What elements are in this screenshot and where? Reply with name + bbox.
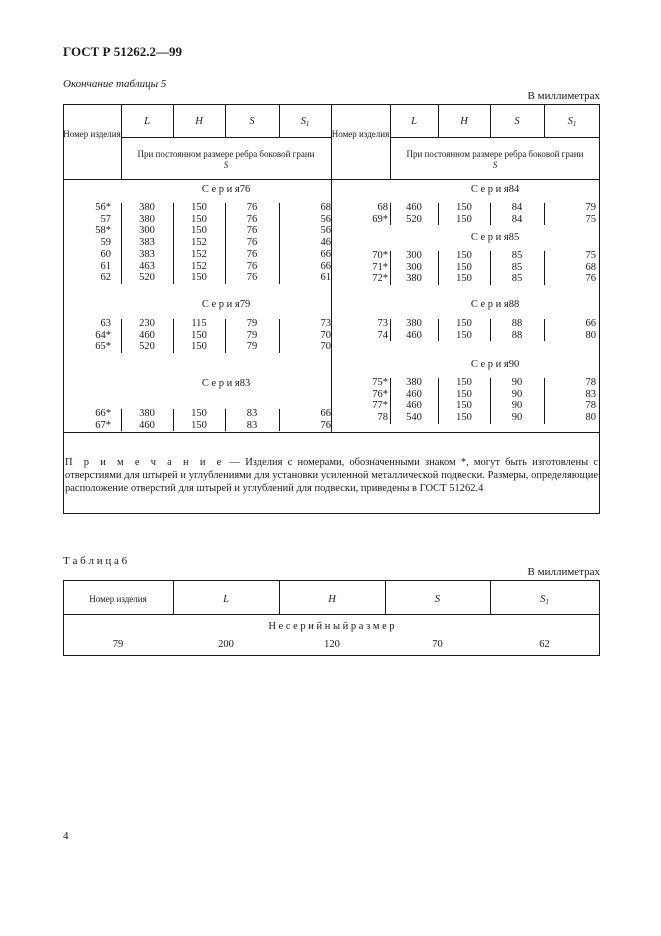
value-cell: 150 xyxy=(191,341,207,353)
value-cell: 76 xyxy=(246,202,258,213)
item-number-header-left: Номер изделия xyxy=(63,129,121,139)
S1-header-left: $S_1$ xyxy=(300,116,310,128)
value-cell: 76 xyxy=(246,272,258,284)
series-heading: С е р и я85 xyxy=(470,232,520,243)
value-cell: 88 xyxy=(511,329,523,341)
value-cell: 150 xyxy=(456,213,472,225)
S1-header-right: $S_1$ xyxy=(567,116,577,128)
series-heading: С е р и я88 xyxy=(470,299,520,310)
value-cell: 76 xyxy=(246,237,258,249)
item-number-cell: 76* xyxy=(372,388,388,400)
value-cell: 76 xyxy=(246,260,258,272)
value-cell: 66 xyxy=(320,260,331,272)
value-cell: 80 xyxy=(585,412,596,424)
S-header-left: S xyxy=(249,116,255,127)
value-cell: 90 xyxy=(511,377,523,388)
value-cell: 70 xyxy=(320,341,331,353)
value-cell: 84 xyxy=(511,202,523,213)
value-cell: 68 xyxy=(585,261,596,273)
value-cell: 380 xyxy=(139,213,155,225)
value-cell: 80 xyxy=(585,329,596,341)
value-cell: 520 xyxy=(139,272,155,284)
value-cell: 150 xyxy=(191,213,207,225)
value-cell: 540 xyxy=(406,412,422,424)
t6-S: 70 xyxy=(432,639,443,650)
value-cell: 150 xyxy=(456,273,472,285)
value-cell: 83 xyxy=(246,419,258,431)
L-header-left: L xyxy=(144,116,150,127)
value-cell: 380 xyxy=(406,377,422,388)
value-cell: 78 xyxy=(585,400,596,412)
value-cell: 66 xyxy=(320,248,331,260)
value-cell: 150 xyxy=(456,388,472,400)
value-cell: 83 xyxy=(246,408,258,419)
value-cell: 85 xyxy=(511,250,523,261)
value-cell: 79 xyxy=(246,341,258,353)
item-number-cell: 59 xyxy=(100,237,111,249)
value-cell: 460 xyxy=(406,329,422,341)
value-cell: 380 xyxy=(406,318,422,329)
span-header-right: При постоянном размере ребра боковой грани S xyxy=(406,149,584,170)
standard-code: ГОСТ Р 51262.2—99 xyxy=(63,44,182,59)
value-cell: 380 xyxy=(139,408,155,419)
item-number-cell: 69* xyxy=(372,213,388,225)
page-number: 4 xyxy=(63,830,69,842)
value-cell: 76 xyxy=(246,225,258,237)
item-number-cell: 73 xyxy=(377,318,388,329)
item-number-cell: 75* xyxy=(372,377,388,388)
t6-item-number-header: Номер изделия xyxy=(89,594,147,604)
value-cell: 300 xyxy=(406,250,422,261)
value-cell: 300 xyxy=(139,225,155,237)
value-cell: 56 xyxy=(320,213,331,225)
value-cell: 88 xyxy=(511,318,523,329)
series-heading: С е р и я83 xyxy=(201,378,251,389)
value-cell: 66 xyxy=(585,318,596,329)
series-heading: С е р и я76 xyxy=(201,184,251,195)
item-number-cell: 58* xyxy=(95,225,111,237)
value-cell: 61 xyxy=(320,272,331,284)
t6-S1-header: $S_1$ xyxy=(540,594,549,606)
value-cell: 150 xyxy=(456,261,472,273)
t6-L: 200 xyxy=(218,639,234,650)
value-cell: 150 xyxy=(191,329,207,341)
value-cell: 66 xyxy=(320,408,331,419)
value-cell: 73 xyxy=(320,318,331,329)
value-cell: 85 xyxy=(511,261,523,273)
value-cell: 150 xyxy=(456,400,472,412)
t6-section-heading: Н е с е р и й н ы й р а з м е р xyxy=(268,621,395,632)
value-cell: 70 xyxy=(320,329,331,341)
value-cell: 150 xyxy=(456,377,472,388)
L-header-right: L xyxy=(411,116,417,127)
value-cell: 380 xyxy=(139,202,155,213)
value-cell: 83 xyxy=(585,388,596,400)
item-number-cell: 67* xyxy=(95,419,111,431)
series-heading: С е р и я84 xyxy=(470,184,520,195)
value-cell: 460 xyxy=(139,419,155,431)
t6-H: 120 xyxy=(324,639,340,650)
S-header-right: S xyxy=(514,116,520,127)
item-number-cell: 60 xyxy=(100,248,111,260)
value-cell: 150 xyxy=(191,408,207,419)
value-cell: 79 xyxy=(585,202,596,213)
value-cell: 78 xyxy=(585,377,596,388)
table-6-title: Т а б л и ц а 6 xyxy=(63,555,128,567)
value-cell: 463 xyxy=(139,260,155,272)
value-cell: 460 xyxy=(406,400,422,412)
item-number-cell: 74 xyxy=(377,329,388,341)
value-cell: 150 xyxy=(191,419,207,431)
item-number-cell: 61 xyxy=(100,260,111,272)
span-header-left: При постоянном размере ребра боковой грани S xyxy=(137,149,315,170)
value-cell: 68 xyxy=(320,202,331,213)
t6-S-header: S xyxy=(434,594,441,605)
value-cell: 150 xyxy=(456,412,472,424)
value-cell: 380 xyxy=(406,273,422,285)
value-cell: 84 xyxy=(511,213,523,225)
t6-L-header: L xyxy=(223,594,229,605)
item-number-cell: 63 xyxy=(100,318,111,329)
value-cell: 150 xyxy=(456,318,472,329)
value-cell: 150 xyxy=(191,225,207,237)
value-cell: 230 xyxy=(139,318,155,329)
item-number-cell: 71* xyxy=(372,261,388,273)
value-cell: 520 xyxy=(406,213,422,225)
item-number-cell: 78 xyxy=(377,412,388,424)
value-cell: 520 xyxy=(139,341,155,353)
series-heading: С е р и я90 xyxy=(470,359,520,370)
value-cell: 150 xyxy=(456,202,472,213)
value-cell: 56 xyxy=(320,225,331,237)
value-cell: 150 xyxy=(456,250,472,261)
value-cell: 460 xyxy=(406,388,422,400)
item-number-cell: 66* xyxy=(95,408,111,419)
value-cell: 152 xyxy=(191,248,207,260)
value-cell: 79 xyxy=(246,329,258,341)
series-heading: С е р и я79 xyxy=(201,299,251,310)
value-cell: 152 xyxy=(191,260,207,272)
value-cell: 300 xyxy=(406,261,422,273)
H-header-right: H xyxy=(460,116,468,127)
value-cell: 76 xyxy=(585,273,596,285)
value-cell: 90 xyxy=(511,388,523,400)
value-cell: 383 xyxy=(139,248,155,260)
H-header-left: H xyxy=(195,116,203,127)
item-number-cell: 65* xyxy=(95,341,111,353)
value-cell: 150 xyxy=(456,329,472,341)
t6-item-number: 79 xyxy=(112,639,124,650)
item-number-cell: 68 xyxy=(377,202,388,213)
value-cell: 90 xyxy=(511,400,523,412)
item-number-cell: 57 xyxy=(100,213,111,225)
item-number-cell: 72* xyxy=(372,273,388,285)
item-number-cell: 77* xyxy=(372,400,388,412)
value-cell: 115 xyxy=(191,318,207,329)
value-cell: 460 xyxy=(139,329,155,341)
t6-H-header: H xyxy=(328,594,336,605)
value-cell: 150 xyxy=(191,272,207,284)
value-cell: 85 xyxy=(511,273,523,285)
item-number-cell: 70* xyxy=(372,250,388,261)
table-6-unit: В миллиметрах xyxy=(527,566,600,578)
value-cell: 76 xyxy=(246,213,258,225)
table-continuation-caption: Окончание таблицы 5 xyxy=(63,78,167,90)
t6-S1: 62 xyxy=(539,639,550,650)
value-cell: 383 xyxy=(139,237,155,249)
unit-label: В миллиметрах xyxy=(527,90,600,102)
table-5-note: П р и м е ч а н и е — Изделия с номерами, обозначенными знаком *, могут быть изготовлены с отверстиями для штырей и углублениями для установки усиленной металлической подвески. Размеры, определяющие расположение отверстий для штырей и углублений для подвески, приведены в ГОСТ 51262.4 xyxy=(65,457,598,494)
value-cell: 76 xyxy=(320,419,331,431)
item-number-cell: 64* xyxy=(95,329,111,341)
value-cell: 460 xyxy=(406,202,422,213)
item-number-header-right: Номер изделия xyxy=(331,129,390,139)
value-cell: 90 xyxy=(511,412,523,424)
value-cell: 46 xyxy=(320,237,331,249)
value-cell: 150 xyxy=(191,202,207,213)
item-number-cell: 56* xyxy=(95,202,111,213)
value-cell: 152 xyxy=(191,237,207,249)
item-number-cell: 62 xyxy=(100,272,111,284)
value-cell: 79 xyxy=(246,318,258,329)
value-cell: 75 xyxy=(585,213,596,225)
value-cell: 75 xyxy=(585,250,596,261)
value-cell: 76 xyxy=(246,248,258,260)
